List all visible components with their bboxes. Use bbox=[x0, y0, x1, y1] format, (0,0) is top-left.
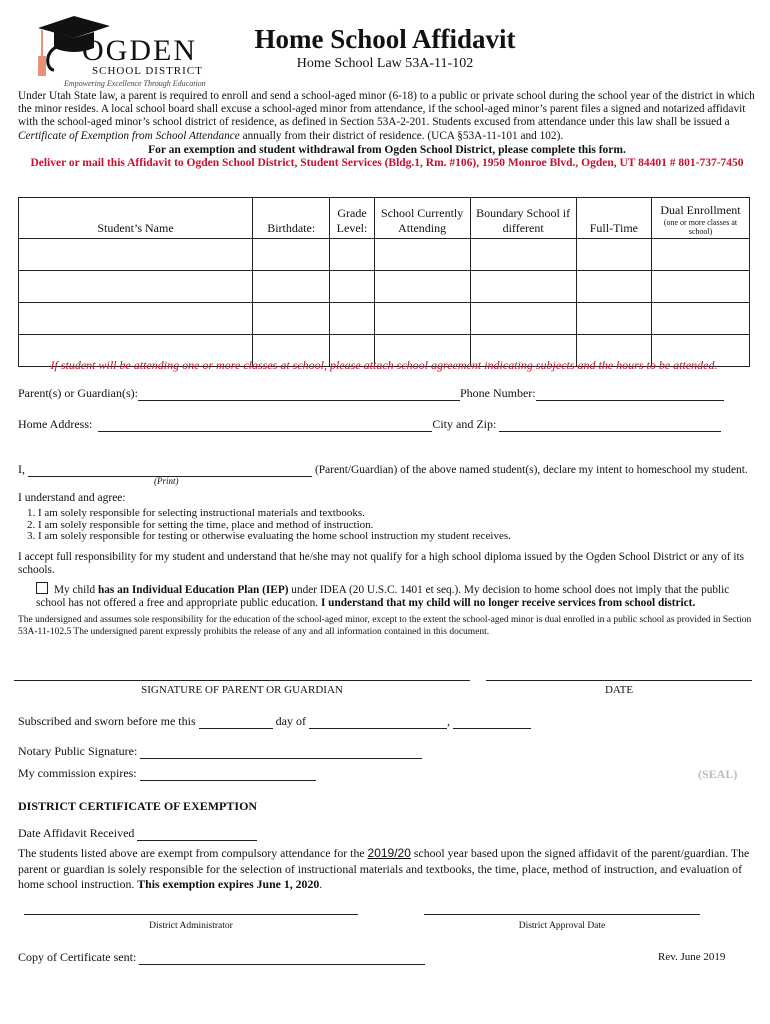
header-birthdate: Birthdate: bbox=[253, 198, 330, 239]
certificate-heading: DISTRICT CERTIFICATE OF EXEMPTION bbox=[18, 799, 258, 813]
date-received-label: Date Affidavit Received bbox=[18, 826, 135, 840]
notary-signature-row bbox=[18, 744, 718, 759]
parent-phone-row bbox=[18, 386, 748, 401]
district-logo bbox=[28, 12, 218, 88]
responsibility-text: I accept full responsibility for my student and understand that he/she may not qualify for a high school diploma issued by the Ogden School District or any of its schools. bbox=[18, 551, 744, 576]
delivery-instruction: Deliver or mail this Affidavit to Ogden School District, Student Services (Bldg.1, Rm. #106), 1950 Monroe Blvd., Ogden, UT 84401 # 801-737-7450 bbox=[30, 157, 744, 169]
city-zip-label: City and Zip: bbox=[432, 417, 497, 431]
signature-label: SIGNATURE OF PARENT OR GUARDIAN bbox=[141, 684, 343, 696]
header-dual-note: (one or more classes at school) bbox=[663, 218, 738, 236]
table-header-row bbox=[19, 198, 750, 239]
table-row[interactable] bbox=[19, 239, 750, 271]
header-grade: Grade Level: bbox=[330, 198, 374, 239]
undersigned-text: The undersigned and assumes sole responsibility for the education of the school-aged minor, except to the extent the school-aged minor is dual enrolled in a public school as provided in Section 53A-11-102.5 The undersigned parent expressly prohibits the release of any and all information contained in this document. bbox=[18, 615, 752, 637]
administrator-line[interactable] bbox=[24, 914, 358, 915]
iep-text-b: under IDEA (20 U.S.C. 1401 et seq.). My decision to home school does not imply that the public school has not offered a free and appropriate public education. bbox=[36, 584, 730, 609]
logo-name: OGDEN bbox=[82, 34, 197, 67]
agree-list bbox=[18, 508, 748, 543]
certificate-text-b: school year based upon the signed affidavit of the parent/guardian. The parent or guardian is solely responsible for the selection of instructional materials and textbooks, the time, place, method of instruction, and evaluation of home school instruction. bbox=[18, 846, 750, 891]
commission-row bbox=[18, 766, 718, 781]
intro-text-a: Under Utah State law, a parent is required to enroll and send a school-aged minor (6-18) to a public or private school during the school year of the district in which the minor resides. A local school board shall excuse a school-aged minor from attendance, if the school-aged minor’s parent files a signed and notarized affidavit with the school-aged minor’s school district of residence, as defined in Section 53A-2-201. Students excused from attendance under this law shall be issued a bbox=[18, 90, 755, 129]
declaration-row bbox=[18, 462, 758, 477]
address-row bbox=[18, 417, 748, 432]
copy-sent-field[interactable] bbox=[139, 951, 425, 965]
date-label: DATE bbox=[604, 684, 634, 696]
administrator-label: District Administrator bbox=[149, 921, 233, 931]
city-zip-field[interactable] bbox=[499, 418, 721, 432]
header-school: School Currently Attending bbox=[374, 198, 470, 239]
header-fulltime: Full-Time bbox=[576, 198, 651, 239]
attendance-note: If student will be attending one or more classes at school, please attach school agreement indicating subjects and the hours to be attended. bbox=[50, 358, 718, 372]
iep-text-a: My child bbox=[54, 584, 98, 596]
iep-checkbox[interactable] bbox=[36, 582, 48, 594]
year-field[interactable] bbox=[453, 715, 531, 729]
day-of-label: day of bbox=[275, 714, 306, 728]
parents-label: Parent(s) or Guardian(s): bbox=[18, 386, 138, 400]
declaration-text: (Parent/Guardian) of the above named student(s), declare my intent to homeschool my student. bbox=[315, 464, 748, 476]
parents-field[interactable] bbox=[138, 387, 460, 401]
address-label: Home Address: bbox=[18, 417, 93, 431]
date-received-field[interactable] bbox=[137, 827, 257, 841]
print-name-field[interactable] bbox=[28, 463, 312, 477]
header-dual-label: Dual Enrollment bbox=[660, 203, 741, 217]
print-caption: (Print) bbox=[154, 476, 179, 486]
declaration-i: I, bbox=[18, 462, 25, 476]
subscribed-label: Subscribed and sworn before me this bbox=[18, 714, 196, 728]
table-row[interactable] bbox=[19, 303, 750, 335]
seal-label: (SEAL) bbox=[698, 767, 738, 781]
intro-text-b: annually from their district of residence. (UCA §53A-11-101 and 102). bbox=[239, 129, 564, 142]
address-field[interactable] bbox=[98, 418, 432, 432]
table-row[interactable] bbox=[19, 271, 750, 303]
month-field[interactable] bbox=[309, 715, 447, 729]
agree-lead: I understand and agree: bbox=[18, 492, 126, 504]
list-item: 2. I am solely responsible for setting the time, place and method of instruction. bbox=[38, 520, 748, 532]
subscribed-row bbox=[18, 714, 718, 729]
phone-field[interactable] bbox=[536, 387, 724, 401]
approval-date-line[interactable] bbox=[424, 914, 700, 915]
period: . bbox=[319, 877, 323, 891]
intro-text-italic: Certificate of Exemption from School Attendance bbox=[18, 129, 240, 142]
school-year: 2019/20 bbox=[367, 846, 411, 860]
iep-paragraph bbox=[36, 582, 754, 610]
comma: , bbox=[446, 714, 450, 728]
list-item: 3. I am solely responsible for testing or otherwise evaluating the home school instruction my student receives. bbox=[38, 531, 748, 543]
date-received-row bbox=[18, 826, 718, 841]
signature-line[interactable] bbox=[14, 680, 470, 681]
phone-label: Phone Number: bbox=[459, 386, 536, 400]
day-field[interactable] bbox=[199, 715, 273, 729]
list-item: 1. I am solely responsible for selecting instructional materials and textbooks. bbox=[38, 508, 748, 520]
approval-date-label: District Approval Date bbox=[518, 921, 606, 931]
certificate-body bbox=[18, 846, 754, 893]
intro-paragraph bbox=[18, 90, 756, 143]
header-student-name: Student’s Name bbox=[19, 198, 253, 239]
certificate-text-a: The students listed above are exempt from compulsory attendance for the bbox=[18, 846, 368, 860]
iep-bold: has an Individual Education Plan (IEP) bbox=[97, 584, 289, 596]
copy-sent-label: Copy of Certificate sent: bbox=[18, 950, 137, 964]
page-title: Home School Affidavit bbox=[254, 24, 516, 54]
copy-sent-row bbox=[18, 950, 518, 965]
date-line[interactable] bbox=[486, 680, 752, 681]
exemption-instruction: For an exemption and student withdrawal from Ogden School District, please complete this form. bbox=[148, 144, 626, 156]
exemption-expires: This exemption expires June 1, 2020 bbox=[137, 877, 320, 891]
notary-signature-label: Notary Public Signature: bbox=[18, 744, 138, 758]
commission-label: My commission expires: bbox=[18, 766, 137, 780]
header-boundary: Boundary School if different bbox=[470, 198, 576, 239]
commission-field[interactable] bbox=[140, 767, 316, 781]
student-table bbox=[18, 197, 750, 367]
revision-label: Rev. June 2019 bbox=[658, 951, 726, 963]
iep-bold2: I understand that my child will no longer receive services from school district. bbox=[320, 597, 696, 609]
logo-subtitle: SCHOOL DISTRICT bbox=[92, 65, 203, 77]
notary-signature-field[interactable] bbox=[140, 745, 422, 759]
logo-tagline: Empowering Excellence Through Education bbox=[64, 79, 206, 88]
header-dual bbox=[651, 198, 749, 239]
page-subtitle: Home School Law 53A-11-102 bbox=[296, 56, 474, 71]
